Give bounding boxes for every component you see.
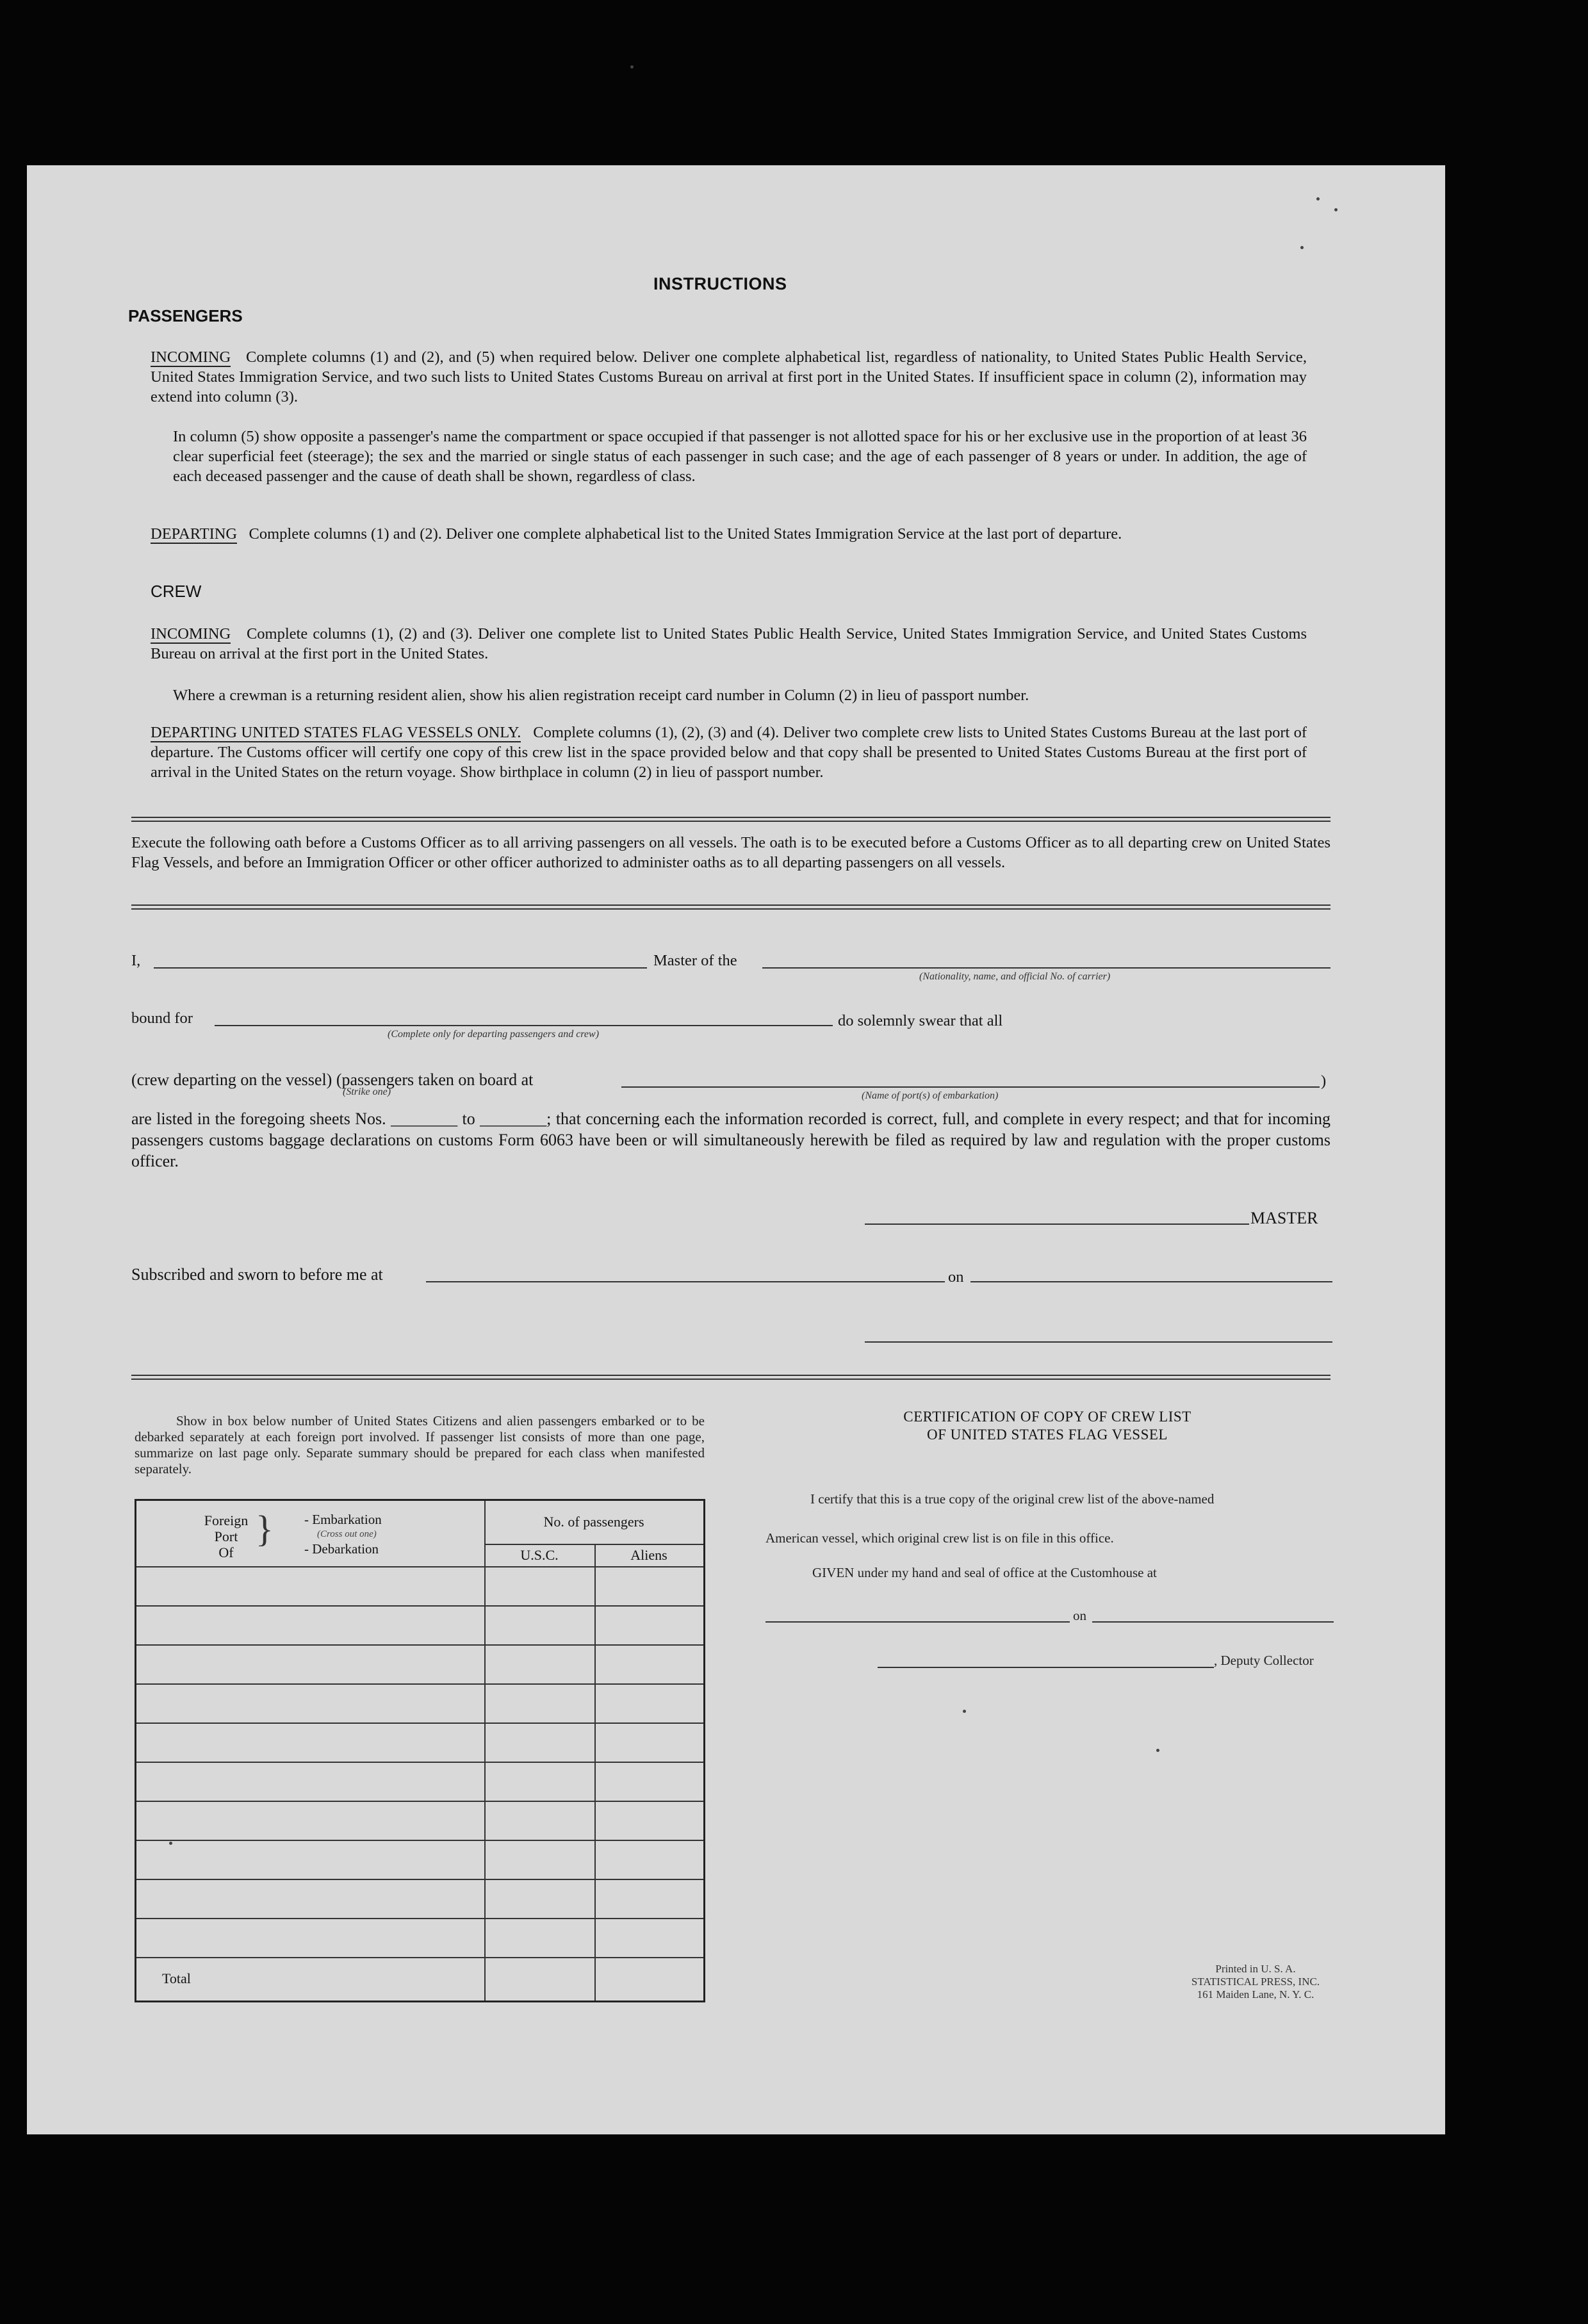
close-paren: ) — [1321, 1072, 1327, 1090]
foreign-port-of-label — [197, 1512, 255, 1560]
certify-line1: I certify that this is a true copy of the original crew list of the above-named — [810, 1491, 1215, 1507]
certification-title — [765, 1408, 1329, 1444]
table-row — [136, 1644, 703, 1646]
usc-header: U.S.C. — [520, 1547, 559, 1563]
double-rule — [131, 817, 1330, 822]
table-row — [136, 1723, 703, 1724]
cross-out-caption: (Cross out one) — [317, 1529, 377, 1539]
master-of-the-label: Master of the — [653, 952, 737, 969]
carrier-caption: (Nationality, name, and official No. of carrier) — [919, 971, 1111, 982]
master-label: MASTER — [1250, 1209, 1318, 1227]
table-column-divider — [594, 1544, 596, 2001]
deputy-signature-line[interactable] — [878, 1667, 1214, 1668]
crew-departing-text: Complete columns (1), (2), (3) and (4). Deliver two complete crew lists to United States Customs Bureau at the last port of departure. The Customs officer will certify one copy of this crew list in the space provided below and that copy shall be presented to United States Customs Bureau at the first port of arrival in the United States on the return voyage. Show birthplace in column (2) in lieu of passport number. — [151, 724, 1307, 781]
port-label: Port — [214, 1528, 238, 1544]
bound-for-caption: (Complete only for departing passengers and crew) — [388, 1029, 600, 1040]
crew-heading: CREW — [151, 582, 202, 601]
no-passengers-header: No. of passengers — [543, 1514, 644, 1530]
ports-caption: (Name of port(s) of embarkation) — [862, 1090, 999, 1101]
passengers-column5-text: In column (5) show opposite a passenger's name the compartment or space occupied if that passenger is not allotted space for his or her exclusive use in the proportion of at least 36 clear superficial feet (steerage); the sex and the married or single status of each passenger in such case; and the age of each passenger of 8 years or under. In addition, the age of each deceased passenger and the cause of death shall be shown, regardless of class. — [173, 428, 1307, 485]
passengers-departing-label: DEPARTING — [151, 525, 238, 543]
printer-line3: 161 Maiden Lane, N. Y. C. — [1197, 1988, 1314, 2001]
passengers-incoming-label: INCOMING — [151, 348, 231, 366]
crew-departing-oath-text: (crew departing on the vessel) (passengers taken on board at — [131, 1070, 534, 1089]
double-rule — [131, 1375, 1330, 1380]
double-rule — [131, 904, 1330, 910]
bound-for-label: bound for — [131, 1010, 193, 1027]
table-header-bottom — [136, 1566, 703, 1567]
carrier-line[interactable] — [762, 967, 1330, 969]
deputy-collector-label: , Deputy Collector — [1214, 1653, 1314, 1668]
certification-date-line[interactable] — [1092, 1621, 1334, 1623]
table-row — [136, 1918, 703, 1919]
crew-incoming-paragraph — [151, 624, 1307, 664]
speck — [1300, 246, 1304, 249]
table-row — [136, 1605, 703, 1607]
printer-line2: STATISTICAL PRESS, INC. — [1191, 1976, 1320, 1988]
passenger-summary-table — [135, 1499, 705, 2002]
ports-line[interactable] — [621, 1086, 1320, 1088]
certification-on-label: on — [1073, 1608, 1086, 1623]
do-swear-text: do solemnly swear that all — [838, 1012, 1003, 1029]
certification-title-line1: CERTIFICATION OF COPY OF CREW LIST — [903, 1409, 1191, 1425]
officer-signature-line[interactable] — [865, 1341, 1332, 1343]
oath-body-text: are listed in the foregoing sheets Nos. ________ to ________; that concerning each the information recorded is correct, full, and complete in every respect; and that for incoming passengers customs baggage declarations on customs Form 6063 have been or will simultaneously herewith be filed as required by law and regulation with the proper customs officer. — [131, 1109, 1330, 1170]
foreign-label: Foreign — [204, 1512, 249, 1528]
table-row — [136, 1957, 703, 1958]
passengers-heading: PASSENGERS — [128, 306, 243, 325]
aliens-header: Aliens — [630, 1547, 667, 1563]
subscribed-on-label: on — [948, 1268, 964, 1286]
table-row — [136, 1801, 703, 1802]
speck — [630, 65, 634, 69]
master-signature-line[interactable] — [865, 1223, 1249, 1225]
table-row — [136, 1683, 703, 1685]
passengers-incoming-text: Complete columns (1) and (2), and (5) when required below. Deliver one complete alphabetical list, regardless of nationality, to United States Public Health Service, United States Immigration Service, and two such lists to United States Customs Bureau on arrival at first port in the United States. If insufficient space in column (2), information may extend into column (3). — [151, 348, 1307, 405]
debarkation-label: - Debarkation — [304, 1541, 379, 1557]
certification-title-line2: OF UNITED STATES FLAG VESSEL — [927, 1427, 1168, 1443]
instructions-title: INSTRUCTIONS — [653, 274, 787, 293]
passengers-incoming-paragraph — [151, 347, 1307, 407]
speck — [169, 1842, 172, 1845]
embarkation-label: - Embarkation — [304, 1512, 382, 1527]
printer-line1: Printed in U. S. A. — [1215, 1963, 1296, 1975]
table-header-divider — [484, 1544, 703, 1545]
oath-intro: Execute the following oath before a Customs Officer as to all arriving passengers on all vessels. The oath is to be executed before a Customs Officer as to all departing crew on United States Flag Vessels, and before an Immigration Officer or other officer authorized to administer oaths as to all departing passengers on all vessels. — [131, 834, 1330, 871]
subscribed-label: Subscribed and sworn to before me at — [131, 1265, 383, 1284]
master-name-line[interactable] — [154, 967, 647, 969]
table-row — [136, 1840, 703, 1841]
embark-debark-label — [304, 1512, 382, 1557]
table-row — [136, 1879, 703, 1880]
of-label: Of — [218, 1544, 234, 1560]
printer-imprint — [1127, 1963, 1384, 2001]
passengers-departing-paragraph — [151, 524, 1307, 544]
certify-line2: American vessel, which original crew list is on file in this office. — [765, 1530, 1114, 1546]
speck — [1334, 208, 1338, 211]
given-text: GIVEN under my hand and seal of office at the Customhouse at — [812, 1565, 1157, 1580]
subscribed-date-line[interactable] — [970, 1281, 1332, 1282]
crew-incoming-label: INCOMING — [151, 625, 231, 642]
crew-resident-text: Where a crewman is a returning resident alien, show his alien registration receipt card number in Column (2) in lieu of passport number. — [173, 687, 1029, 704]
speck — [1316, 197, 1320, 200]
table-row — [136, 1762, 703, 1763]
crew-incoming-text: Complete columns (1), (2) and (3). Deliver one complete list to United States Public Health Service, United States Immigration Service, and United States Customs Bureau on arrival at the first port in the United States. — [151, 625, 1307, 662]
speck — [1156, 1749, 1159, 1752]
passengers-departing-text: Complete columns (1) and (2). Deliver one complete alphabetical list to the United States Immigration Service at the last port of departure. — [249, 525, 1122, 543]
customhouse-line[interactable] — [765, 1621, 1070, 1623]
oath-i-label: I, — [131, 952, 141, 969]
crew-departing-label: DEPARTING UNITED STATES FLAG VESSELS ONLY. — [151, 724, 521, 741]
brace-icon: } — [256, 1508, 274, 1550]
speck — [963, 1710, 966, 1713]
summary-note: Show in box below number of United States Citizens and alien passengers embarked or to be debarked separately at each foreign port involved. If passenger list consists of more than one page, summarize on last page only. Separate summary should be prepared for each class when manifested separately. — [135, 1413, 705, 1477]
subscribed-place-line[interactable] — [426, 1281, 945, 1282]
strike-one-caption: (Strike one) — [343, 1086, 391, 1097]
table-column-divider — [484, 1501, 486, 2001]
crew-departing-paragraph — [151, 723, 1307, 782]
bound-for-line[interactable] — [215, 1025, 833, 1026]
total-label: Total — [162, 1970, 191, 1986]
